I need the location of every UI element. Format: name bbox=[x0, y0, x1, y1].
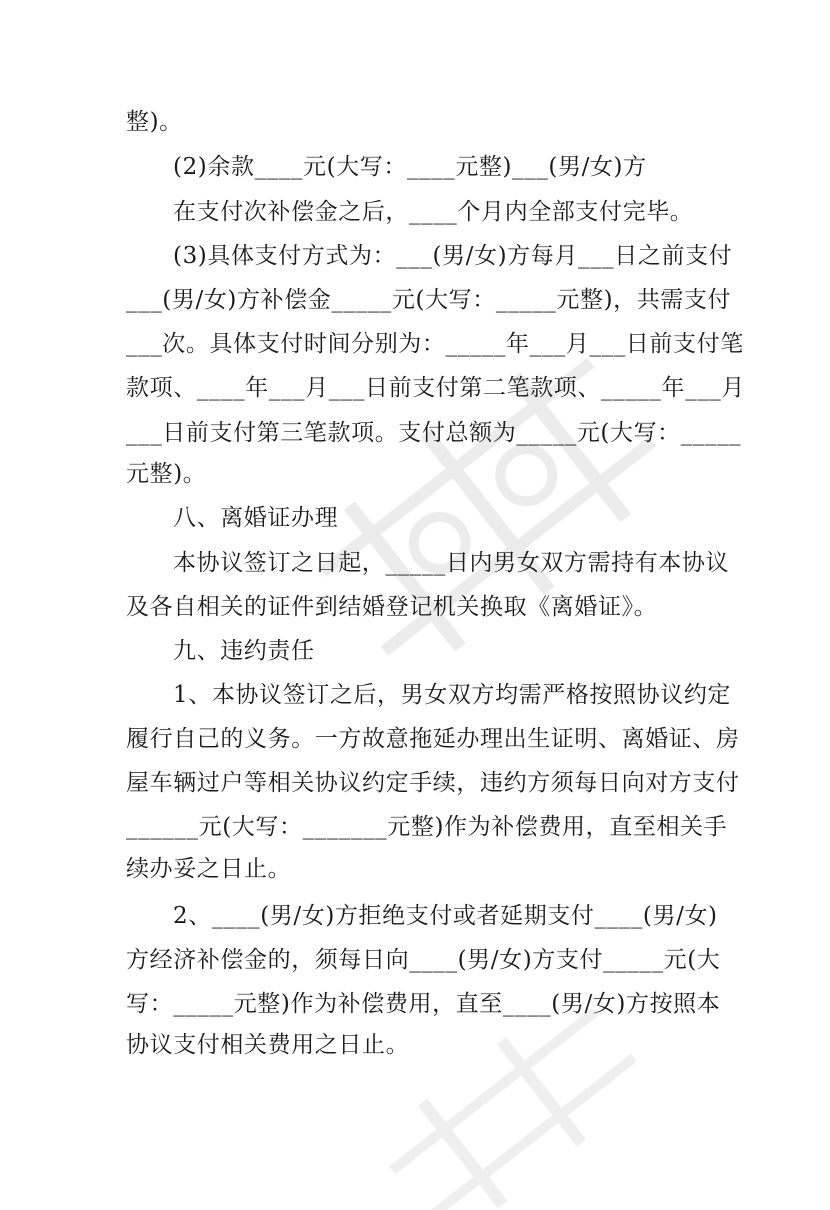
text-line-11: 本协议签订之日起，_____日内男女双方需持有本协议 bbox=[173, 550, 730, 576]
text-line-21: 写：_____元整)作为补偿费用，直至____(男/女)方按照本 bbox=[126, 991, 721, 1017]
text-line-19: 2、____(男/女)方拒绝支付或者延期支付____(男/女) bbox=[173, 903, 718, 929]
text-line-2: (2)余款____元(大写：____元整)___(男/女)方 bbox=[173, 154, 647, 180]
text-line-6: ___次。具体支付时间分别为：_____年___月___日前支付笔 bbox=[126, 331, 744, 357]
text-line-14: 1、本协议签订之后，男女双方均需严格按照协议约定 bbox=[173, 682, 732, 708]
text-line-20: 方经济补偿金的，须每日向____(男/女)方支付_____元(大 bbox=[126, 947, 721, 973]
text-line-3: 在支付次补偿金之后，____个月内全部支付完毕。 bbox=[173, 199, 694, 225]
section-heading-8: 八、离婚证办理 bbox=[173, 505, 339, 531]
text-line-8: ___日前支付第三笔款项。支付总额为_____元(大写：_____ bbox=[126, 420, 742, 446]
text-line-1: 整)。 bbox=[126, 109, 183, 135]
text-line-12: 及各自相关的证件到结婚登记机关换取《离婚证》。 bbox=[126, 594, 658, 620]
watermark-graphic bbox=[280, 300, 700, 720]
text-line-4: (3)具体支付方式为：___(男/女)方每月___日之前支付 bbox=[173, 243, 733, 269]
text-line-16: 屋车辆过户等相关协议约定手续，违约方须每日向对方支付 bbox=[126, 770, 740, 796]
text-line-9: 元整)。 bbox=[126, 461, 207, 487]
text-line-7: 款项、____年___月___日前支付第二笔款项、_____年___月 bbox=[126, 375, 745, 401]
text-line-15: 履行自己的义务。一方故意拖延办理出生证明、离婚证、房 bbox=[126, 726, 740, 752]
text-line-17: ______元(大写：_______元整)作为补偿费用，直至相关手 bbox=[126, 814, 728, 840]
section-heading-9: 九、违约责任 bbox=[173, 638, 315, 664]
text-line-5: ___(男/女)方补偿金_____元(大写：_____元整)，共需支付 bbox=[126, 287, 732, 313]
text-line-18: 续办妥之日止。 bbox=[126, 856, 292, 882]
text-line-22: 协议支付相关费用之日止。 bbox=[126, 1032, 410, 1058]
